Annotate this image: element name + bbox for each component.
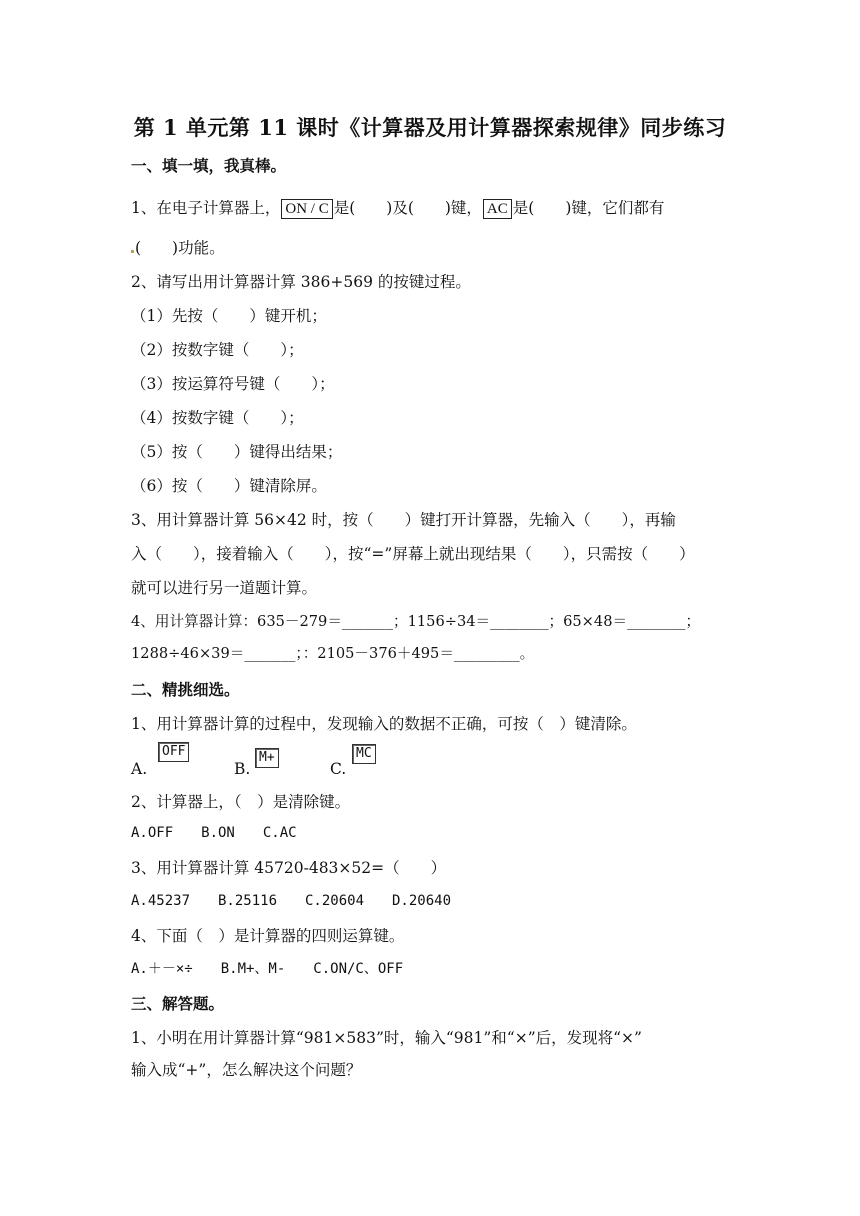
choices-2-3: A.45237 B.25116 C.20604 D.20640 <box>131 893 452 909</box>
mc-key-icon: MC <box>352 744 376 764</box>
option-b <box>234 760 250 778</box>
question-1-3-line-3: 就可以进行另一道题计算。 <box>131 579 318 597</box>
q1-text-c: 是( )键，它们都有 <box>512 199 665 217</box>
ac-key-label: AC <box>483 199 512 219</box>
question-3-1-line-1: 1、小明在用计算器计算“981×583”时，输入“981”和“×”后，发现将“×” <box>131 1029 642 1047</box>
on-c-key-label: ON / C <box>281 199 332 219</box>
options-2-1 <box>131 760 147 778</box>
question-1-3-line-1: 3、用计算器计算 56×42 时，按（ ）键打开计算器，先输入（ ），再输 <box>131 511 676 529</box>
q1-text-b: 是( )及( )键， <box>333 199 482 217</box>
q1-text-d: ( )功能。 <box>135 239 225 257</box>
question-1-2-stem: 2、请写出用计算器计算 386+569 的按键过程。 <box>131 273 471 291</box>
step-6: （6）按（ ）键清除屏。 <box>131 477 327 495</box>
q1-text-a: 1、在电子计算器上， <box>131 199 281 217</box>
option-a-label: A. <box>131 760 148 778</box>
bullet-dot <box>131 250 134 253</box>
step-5: （5）按（ ）键得出结果； <box>131 443 343 461</box>
step-3: （3）按运算符号键（ ）； <box>131 375 335 393</box>
option-c <box>330 760 346 778</box>
page-title: 第 1 单元第 11 课时《计算器及用计算器探索规律》同步练习 <box>133 115 727 140</box>
question-2-4-stem: 4、下面（ ）是计算器的四则运算键。 <box>131 927 405 945</box>
section-heading-fill-in: 一、填一填，我真棒。 <box>131 156 287 175</box>
question-2-3-stem: 3、用计算器计算 45720-483×52=（ ） <box>131 859 447 877</box>
choices-2-4: A.＋－×÷ B.M+、M- C.ON/C、OFF <box>131 961 404 977</box>
step-2: （2）按数字键（ ）； <box>131 341 304 359</box>
question-2-1-stem: 1、用计算器计算的过程中，发现输入的数据不正确，可按（ ）键清除。 <box>131 715 637 733</box>
question-1-1 <box>131 196 664 219</box>
question-1-4-line-1: 4、用计算器计算：635－279＝_______；1156÷34＝________；65×48＝________； <box>131 613 701 630</box>
question-3-1-line-2: 输入成“+”，怎么解决这个问题？ <box>131 1061 362 1079</box>
question-1-3-line-2: 入（ ），接着输入（ ），按“=”屏幕上就出现结果（ ），只需按（ ） <box>131 545 695 563</box>
question-1-1-cont <box>131 236 225 258</box>
m-plus-key-icon: M+ <box>255 748 279 768</box>
option-c-label: C. <box>330 760 347 778</box>
question-1-4-line-2: 1288÷46×39＝_______；：2105－376＋495＝_________。 <box>131 645 535 662</box>
step-4: （4）按数字键（ ）； <box>131 409 304 427</box>
section-heading-choose: 二、精挑细选。 <box>131 680 240 699</box>
choices-2-2: A.OFF B.ON C.AC <box>131 825 297 841</box>
option-b-label: B. <box>234 760 251 778</box>
section-heading-solve: 三、解答题。 <box>131 994 225 1013</box>
question-2-2-stem: 2、计算器上，（ ）是清除键。 <box>131 793 351 811</box>
off-key-icon: OFF <box>158 742 189 762</box>
step-1: （1）先按（ ）键开机； <box>131 307 327 325</box>
